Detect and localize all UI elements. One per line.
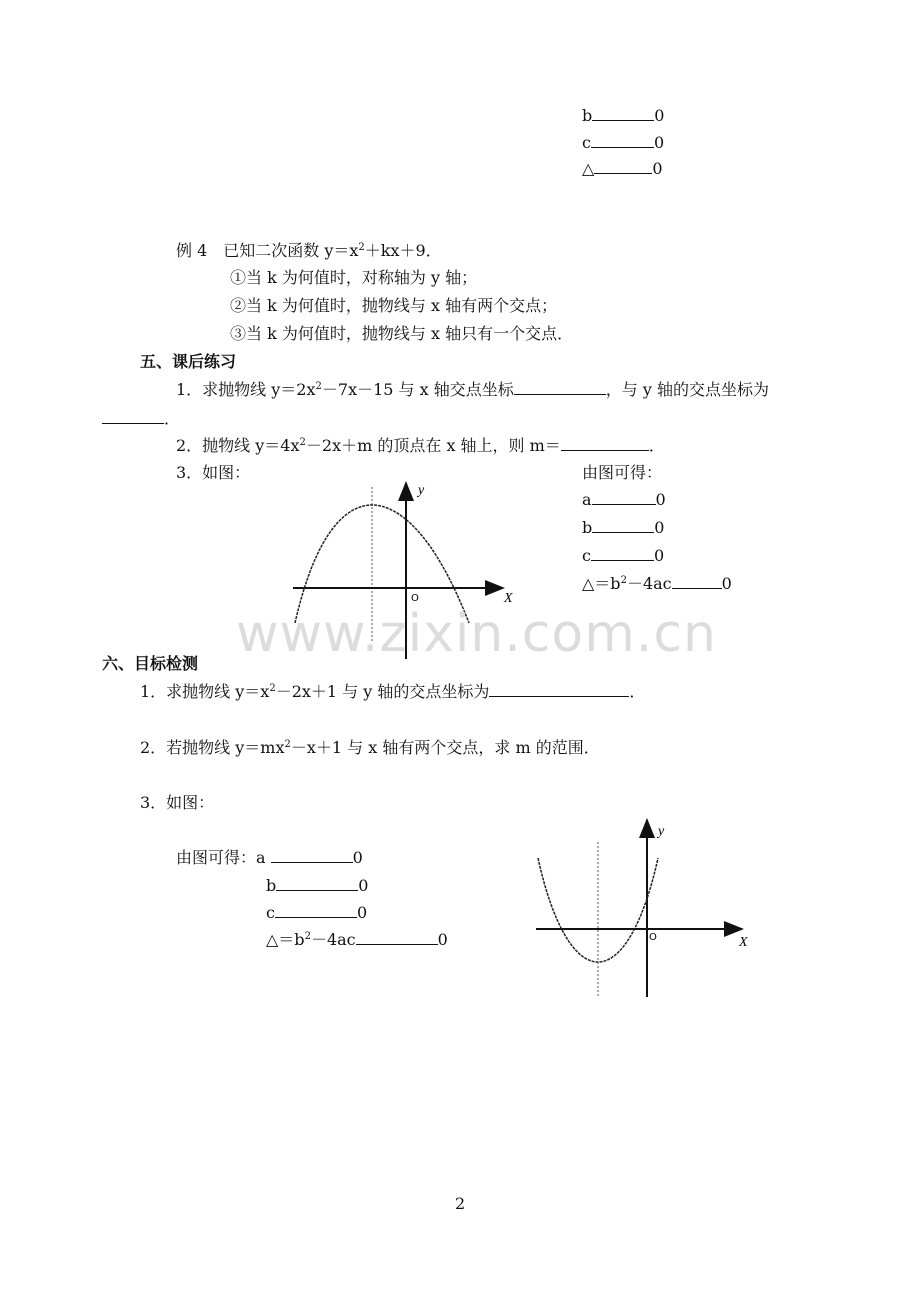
answer-blank [592, 492, 656, 505]
period: ． [648, 436, 665, 455]
answer-zero: 0 [721, 574, 732, 593]
answer-letter: b [582, 518, 593, 537]
top-answer-b [582, 108, 664, 124]
section6-answer-c [266, 905, 367, 921]
section5-p1-cont [102, 411, 180, 427]
p1-text: 1．求抛物线 y＝2x [176, 380, 316, 399]
answer-blank [514, 382, 606, 395]
section6-answer-a [176, 850, 363, 866]
delta-text-b: －4ac [310, 930, 356, 949]
p1-text: 1．求抛物线 y＝x [140, 682, 270, 701]
superscript: 2 [269, 683, 276, 694]
section6-p3: 3．如图： [140, 793, 215, 812]
answer-letter: c [582, 133, 591, 152]
answer-zero: 0 [654, 518, 665, 537]
origin-label: O [411, 593, 419, 604]
answer-zero: 0 [356, 903, 368, 922]
section6-answer-b [266, 878, 368, 894]
answer-zero: 0 [437, 930, 448, 949]
p1-text-c: ，与 y 轴的交点坐标为 [605, 380, 769, 399]
top-answer-c [582, 135, 664, 151]
superscript: 2 [358, 242, 365, 253]
section5-from-graph: 由图可得： [582, 463, 663, 482]
section5-answer-c [582, 548, 664, 564]
section5-answer-delta [582, 576, 732, 592]
answer-blank [591, 135, 654, 148]
p2-text: 2．若抛物线 y＝mx [140, 738, 285, 757]
answer-zero: 0 [654, 106, 665, 125]
origin-label: O [649, 932, 657, 943]
answer-blank [591, 548, 654, 561]
section5-p1 [176, 382, 769, 398]
section6-answer-delta [266, 932, 448, 948]
top-answer-delta [582, 161, 663, 177]
delta-text-b: －4ac [626, 574, 672, 593]
y-axis-label: y [418, 483, 425, 498]
answer-blank [592, 520, 654, 533]
period: ． [629, 682, 646, 701]
answer-blank [276, 878, 358, 891]
superscript: 2 [284, 739, 291, 750]
example4-heading-text: 例 4 已知二次函数 y＝x [176, 241, 359, 260]
answer-zero: 0 [653, 133, 665, 152]
answer-zero: 0 [352, 848, 363, 867]
answer-blank [594, 161, 652, 174]
answer-blank [592, 108, 654, 121]
p2-text: 2．抛物线 y＝4x [176, 436, 300, 455]
answer-letter: △ [582, 159, 595, 178]
from-graph-text: 由图可得：a [176, 848, 271, 867]
answer-blank [102, 411, 164, 424]
section5-answer-b [582, 520, 664, 536]
answer-zero: 0 [655, 490, 666, 509]
graph-upward-parabola [530, 812, 770, 1002]
answer-letter: b [582, 106, 593, 125]
example4-q1: ①当 k 为何值时，对称轴为 y 轴； [230, 268, 478, 287]
answer-blank [489, 684, 629, 697]
answer-zero: 0 [652, 159, 663, 178]
answer-zero: 0 [653, 546, 665, 565]
superscript: 2 [304, 931, 311, 942]
answer-letter: a [582, 490, 592, 509]
answer-blank [561, 438, 649, 451]
answer-blank [271, 850, 353, 863]
superscript: 2 [299, 437, 306, 448]
watermark: www.zixin.com.cn [236, 604, 717, 664]
p1-text-b: －2x＋1 与 y 轴的交点坐标为 [275, 682, 490, 701]
section6-p1 [140, 684, 645, 700]
example4-heading-tail: ＋kx＋9． [364, 241, 442, 260]
x-axis-label: X [739, 935, 748, 950]
period: ． [164, 409, 181, 428]
section5-title: 五、课后练习 [140, 352, 237, 371]
delta-text: △＝b [582, 574, 621, 593]
superscript: 2 [315, 381, 322, 392]
p1-text-b: －7x－15 与 x 轴交点坐标 [321, 380, 514, 399]
answer-blank [672, 576, 722, 589]
p2-text-b: －2x＋m 的顶点在 x 轴上，则 m＝ [305, 436, 561, 455]
answer-letter: b [266, 876, 277, 895]
answer-blank [356, 932, 438, 945]
delta-text: △＝b [266, 930, 305, 949]
answer-blank [275, 905, 357, 918]
example4-q3: ③当 k 为何值时，抛物线与 x 轴只有一个交点． [230, 324, 574, 343]
section6-p2 [140, 740, 600, 756]
section6-title: 六、目标检测 [102, 654, 199, 673]
y-axis-label: y [658, 824, 665, 839]
x-axis-label: X [504, 591, 513, 606]
section5-answer-a [582, 492, 666, 508]
section5-p2 [176, 438, 665, 454]
p2-text-b: －x＋1 与 x 轴有两个交点，求 m 的范围． [290, 738, 600, 757]
answer-letter: c [266, 903, 275, 922]
answer-zero: 0 [358, 876, 369, 895]
example4-q2: ②当 k 为何值时，抛物线与 x 轴有两个交点； [230, 296, 558, 315]
superscript: 2 [620, 575, 627, 586]
page-number: 2 [455, 1194, 466, 1213]
example4-heading [176, 243, 442, 259]
section5-p3: 3．如图： [176, 463, 251, 482]
answer-letter: c [582, 546, 591, 565]
